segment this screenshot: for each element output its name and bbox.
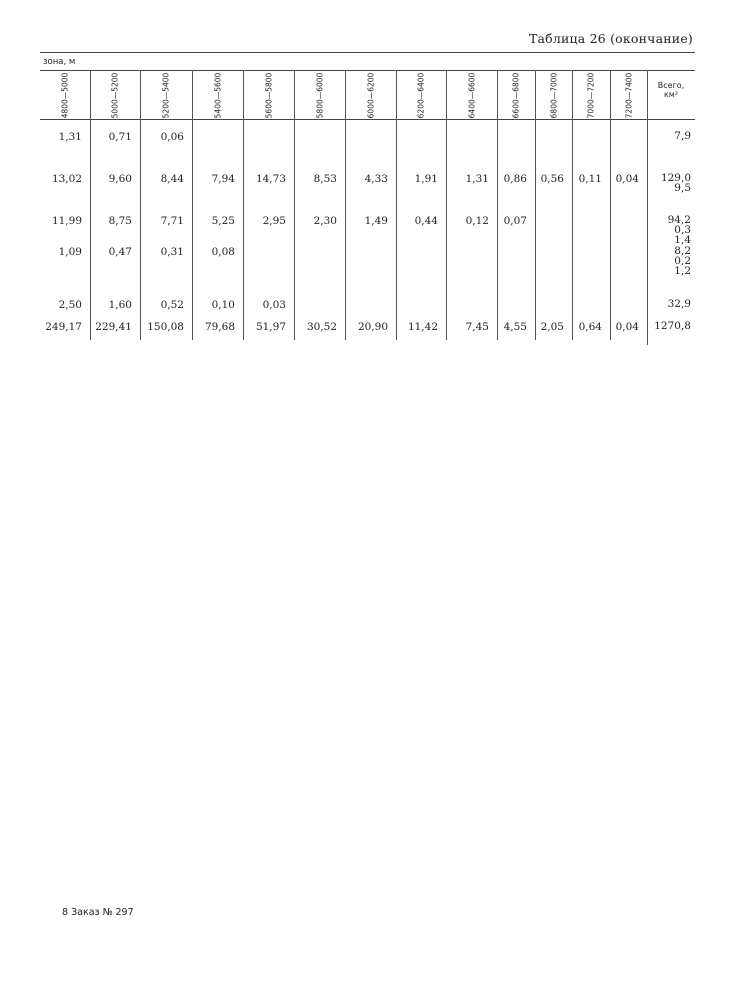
total-cell: 0,2 xyxy=(674,255,691,267)
column-header xyxy=(446,71,497,119)
table-cell: 8,53 xyxy=(313,173,337,185)
total-column-header xyxy=(647,81,695,99)
column-header xyxy=(345,71,396,119)
column-header-label: 6400—6600 xyxy=(467,72,476,118)
table-cell: 0,06 xyxy=(160,131,184,143)
table-cell: 8,44 xyxy=(160,173,184,185)
column-header-label: 6000—6200 xyxy=(366,72,375,118)
column-header-label: 6800—7000 xyxy=(549,72,558,118)
table-cell: 0,86 xyxy=(503,173,527,185)
table-cell: 9,60 xyxy=(108,173,132,185)
column-header xyxy=(294,71,345,119)
table-cell: 4,55 xyxy=(503,321,527,333)
table-cell: 8,75 xyxy=(108,215,132,227)
table-cell: 51,97 xyxy=(255,321,286,333)
table-cell: 1,60 xyxy=(108,299,132,311)
table-cell: 150,08 xyxy=(147,321,184,333)
table-cell: 79,68 xyxy=(204,321,235,333)
header-bottom-rule xyxy=(40,119,695,120)
column-header xyxy=(243,71,294,119)
column-header-label: 5800—6000 xyxy=(315,72,324,118)
column-header xyxy=(396,71,446,119)
column-header xyxy=(40,71,90,119)
column-header-label: 6200—6400 xyxy=(416,72,426,118)
table-cell: 0,07 xyxy=(503,215,527,227)
table-cell: 229,41 xyxy=(95,321,132,333)
table-cell: 2,30 xyxy=(313,215,337,227)
total-cell: 8,2 xyxy=(674,245,691,257)
column-header-label: 4800—5000 xyxy=(60,72,70,118)
table-cell: 0,12 xyxy=(465,215,489,227)
column-header xyxy=(497,71,535,119)
table-caption: Таблица 26 (окончание) xyxy=(528,31,693,46)
column-header xyxy=(90,71,140,119)
table-cell: 2,50 xyxy=(58,299,82,311)
column-header-label: 6600—6800 xyxy=(511,72,521,118)
table-cell: 249,17 xyxy=(45,321,82,333)
table-cell: 0,04 xyxy=(615,173,639,185)
table-cell: 30,52 xyxy=(306,321,337,333)
column-header xyxy=(572,71,610,119)
column-header-label: 7200—7400 xyxy=(624,72,633,118)
total-cell: 7,9 xyxy=(674,130,691,142)
table-cell: 1,91 xyxy=(414,173,438,185)
table-cell: 4,33 xyxy=(364,173,388,185)
total-cell: 9,5 xyxy=(674,182,691,194)
table-cell: 1,31 xyxy=(465,173,489,185)
total-cell: 0,3 xyxy=(674,224,691,236)
column-header-label: 5200—5400 xyxy=(161,72,171,118)
table-cell: 1,49 xyxy=(364,215,388,227)
table-cell: 0,03 xyxy=(262,299,286,311)
page-footer: 8 Заказ № 297 xyxy=(62,907,134,918)
table-cell: 20,90 xyxy=(357,321,388,333)
table-cell: 1,09 xyxy=(58,246,82,258)
table-cell: 0,04 xyxy=(615,321,639,333)
total-header-unit: км² xyxy=(663,90,679,99)
table-cell: 14,73 xyxy=(255,173,286,185)
table-cell: 0,10 xyxy=(211,299,235,311)
table-cell: 0,08 xyxy=(211,246,235,258)
column-header-label: 5600—5800 xyxy=(264,72,273,118)
total-cell: 1,2 xyxy=(674,265,691,277)
column-header-label: 5400—5600 xyxy=(213,72,222,118)
table-cell: 7,94 xyxy=(211,173,235,185)
table-cell: 0,11 xyxy=(578,173,602,185)
table-cell: 7,45 xyxy=(465,321,489,333)
column-header xyxy=(535,71,572,119)
table-cell: 2,95 xyxy=(262,215,286,227)
total-cell: 1270,8 xyxy=(654,320,691,332)
table-cell: 0,44 xyxy=(414,215,438,227)
table-top-rule xyxy=(40,52,695,53)
column-header-label: 5000—5200 xyxy=(110,72,120,118)
total-cell: 1,4 xyxy=(674,234,691,246)
total-cell: 32,9 xyxy=(667,298,691,310)
table-cell: 11,99 xyxy=(51,215,82,227)
table-cell: 0,47 xyxy=(108,246,132,258)
column-header xyxy=(610,71,647,119)
total-cell: 129,0 xyxy=(660,172,691,184)
table-cell: 1,31 xyxy=(58,131,82,143)
table-cell: 2,05 xyxy=(540,321,564,333)
column-header xyxy=(192,71,243,119)
total-cell: 94,2 xyxy=(667,214,691,226)
total-header-word: Всего, xyxy=(657,81,685,90)
table-cell: 0,31 xyxy=(160,246,184,258)
table-cell: 7,71 xyxy=(160,215,184,227)
column-divider xyxy=(647,70,648,345)
table-cell: 0,71 xyxy=(108,131,132,143)
column-header-label: 7000—7200 xyxy=(586,72,596,118)
table-cell: 5,25 xyxy=(211,215,235,227)
zone-label: зона, м xyxy=(43,57,76,67)
table-cell: 0,64 xyxy=(578,321,602,333)
table-cell: 11,42 xyxy=(407,321,438,333)
table-cell: 13,02 xyxy=(51,173,82,185)
table-cell: 0,56 xyxy=(540,173,564,185)
column-header xyxy=(140,71,192,119)
table-cell: 0,52 xyxy=(160,299,184,311)
